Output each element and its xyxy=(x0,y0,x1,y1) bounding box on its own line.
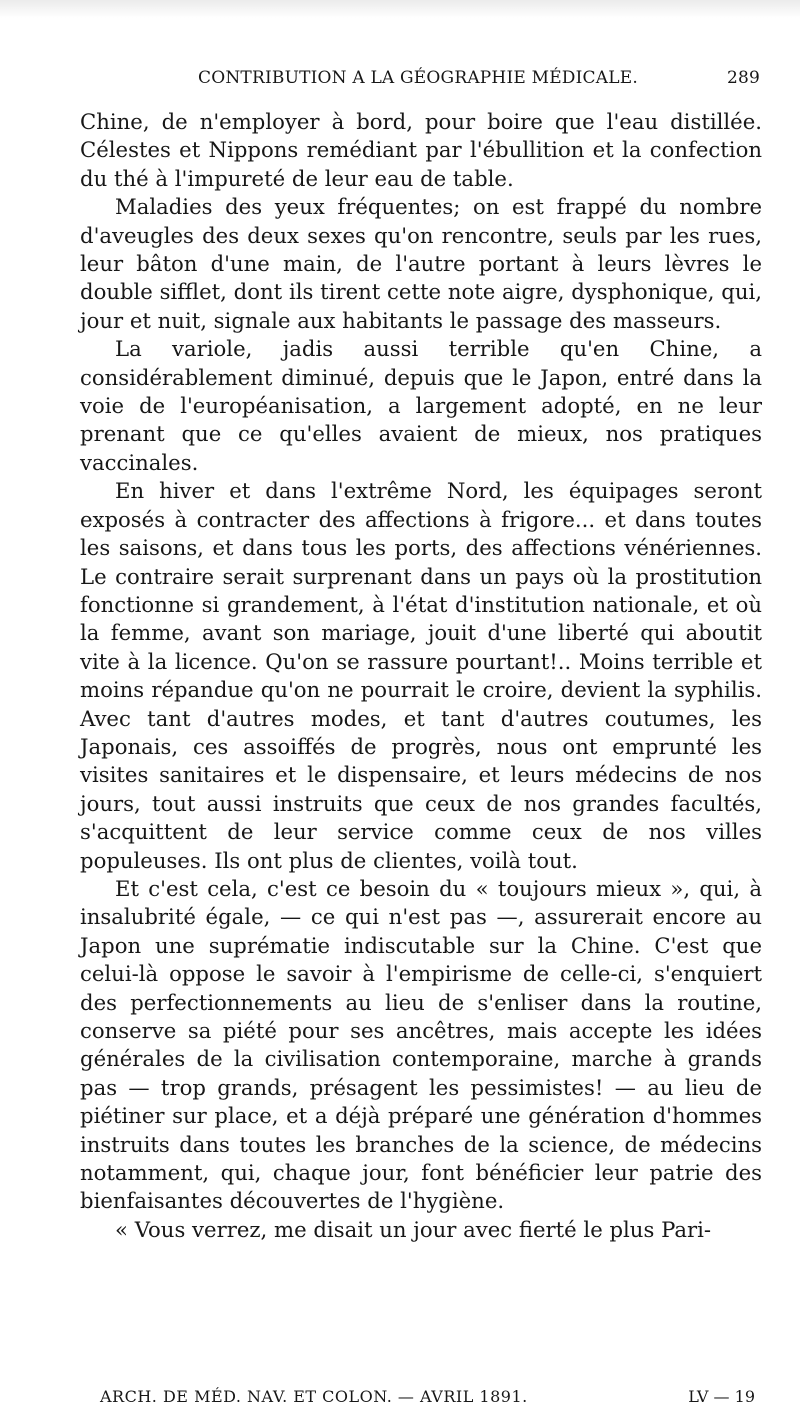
footer-signature: LV — 19 xyxy=(688,1387,755,1406)
paragraph-venereal-diseases: En hiver et dans l'extrême Nord, les équipages seront exposés à contracter des affections à frigore... et dans toutes les saisons, et dans tous les ports, des affections vénériennes. Le contraire serait surprenant dans un pays où la prostitution fonctionne si grandement, à l'état d'institution nationale, et où la femme, avant son mariage, jouit d'une liberté qui aboutit vite à la licence. Qu'on se rassure pourtant!.. Moins terrible et moins répandue qu'on ne pourrait le croire, devient la syphilis. Avec tant d'autres modes, et tant d'autres coutumes, les Japonais, ces assoiffés de progrès, nous ont emprunté les visites sanitaires et le dispensaire, et leurs médecins de nos jours, tout aussi instruits que ceux de nos grandes facultés, s'acquittent de leur service comme ceux de nos villes populeuses. Ils ont plus de clientes, voilà tout. xyxy=(80,478,762,873)
running-title: CONTRIBUTION A LA GÉOGRAPHIE MÉDICALE. xyxy=(198,68,638,88)
paragraph-smallpox: La variole, jadis aussi terrible qu'en Chine, a considérablement diminué, depuis que le Japon, entré dans la voie de l'européanisation, a largement adopté, en ne leur prenant que ce qu'elles avaient de mieux, nos pratiques vaccinales. xyxy=(80,336,762,475)
running-header xyxy=(80,68,760,96)
paragraph-eye-diseases: Maladies des yeux fréquentes; on est frappé du nombre d'aveugles des deux sexes qu'on rencontre, seuls par les rues, leur bâton d'une main, de l'autre portant à leurs lèvres le double sifflet, dont ils tirent cette note aigre, dysphonique, qui, jour et nuit, signale aux habitants le passage des masseurs. xyxy=(80,194,762,333)
paragraph-quotation-start: « Vous verrez, me disait un jour avec fierté le plus Pari- xyxy=(115,1216,712,1242)
page-footer xyxy=(100,1387,760,1413)
footer-citation: ARCH. DE MÉD. NAV. ET COLON. — AVRIL 1891. xyxy=(100,1387,528,1406)
paragraph-japan-progress: Et c'est cela, c'est ce besoin du « toujours mieux », qui, à insalubrité égale, — ce qui n'est pas —, assurerait encore au Japon une suprématie indiscutable sur la Chine. C'est que celui-là oppose le savoir à l'empirisme de celle-ci, s'enquiert des perfectionnements au lieu de s'enliser dans la routine, conserve sa piété pour ses ancêtres, mais accepte les idées générales de la civilisation contemporaine, marche à grands pas — trop grands, présagent les pessimistes! — au lieu de piétiner sur place, et a déjà préparé une génération d'hommes instruits dans toutes les branches de la science, de médecins notamment, qui, chaque jour, font bénéficier leur patrie des bienfaisantes découvertes de l'hygiène. xyxy=(80,875,762,1214)
body-text xyxy=(80,108,762,1244)
paragraph-continuation: Chine, de n'employer à bord, pour boire que l'eau distillée. Célestes et Nippons remédiant par l'ébullition et la confection du thé à l'impureté de leur eau de table. xyxy=(80,109,762,191)
page-number: 289 xyxy=(726,68,760,88)
